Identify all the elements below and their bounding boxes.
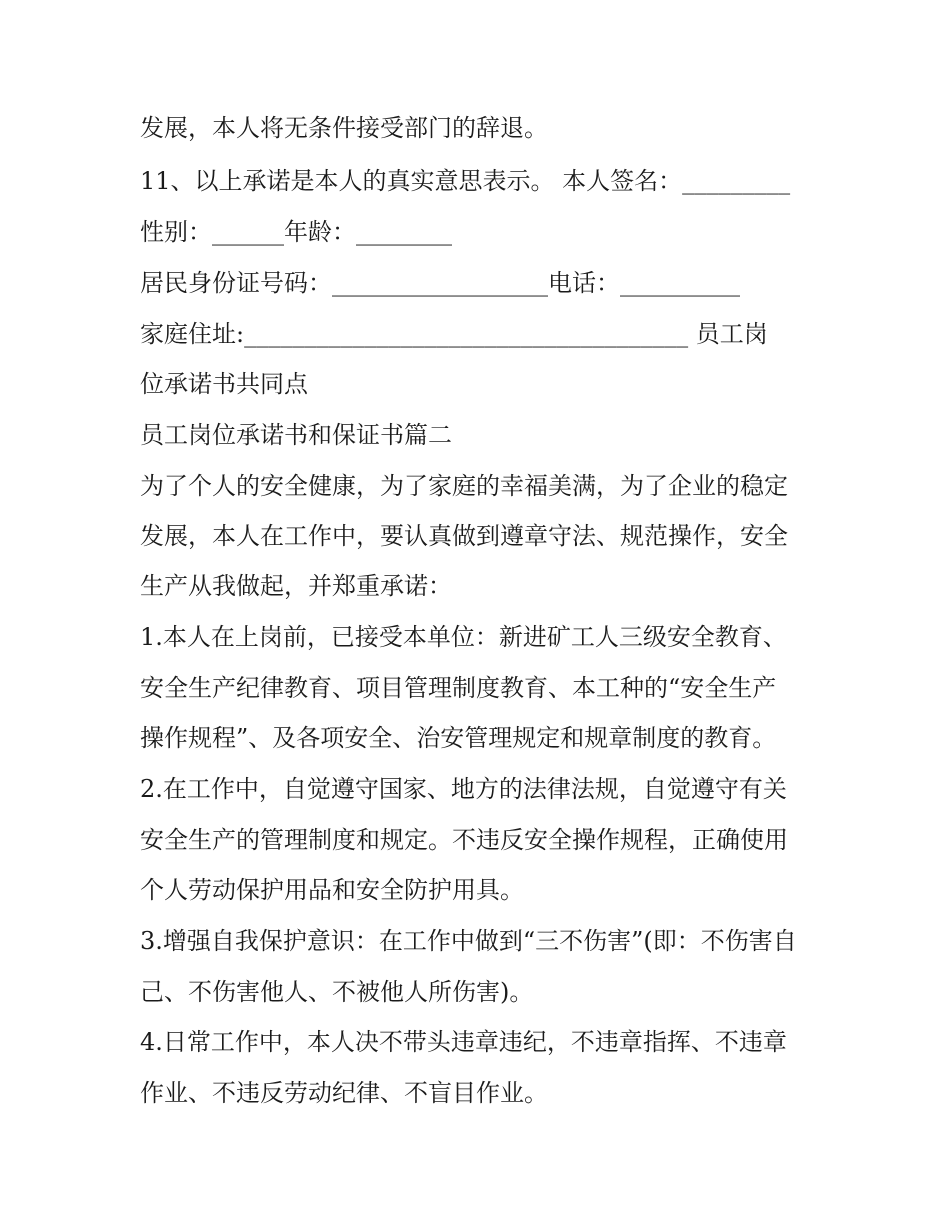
section-heading: 员工岗位承诺书和保证书篇二 — [140, 421, 452, 449]
text-line: 个人劳动保护用品和安全防护用具。 — [140, 876, 524, 904]
text-line: 居民身份证号码：__________________电话：__________ — [140, 269, 740, 297]
text-line: 11、以上承诺是本人的真实意思表示。 本人签名：_________ — [140, 167, 791, 195]
text-line: 生产从我做起，并郑重承诺： — [140, 572, 452, 600]
text-line: 为了个人的安全健康，为了家庭的幸福美满，为了企业的稳定 — [140, 472, 788, 500]
text-line: 发展，本人在工作中，要认真做到遵章守法、规范操作，安全 — [140, 522, 788, 550]
text-line: 3.增强自我保护意识：在工作中做到“三不伤害”(即：不伤害自 — [140, 927, 797, 955]
text-line: 安全生产纪律教育、项目管理制度教育、本工种的“安全生产 — [140, 674, 777, 702]
text-line: 4.日常工作中，本人决不带头违章违纪，不违章指挥、不违章 — [140, 1028, 787, 1056]
text-line: 发展，本人将无条件接受部门的辞退。 — [140, 114, 548, 142]
text-line: 己、不伤害他人、不被他人所伤害)。 — [140, 978, 534, 1006]
text-line: 1.本人在上岗前，已接受本单位：新进矿工人三级安全教育、 — [140, 623, 787, 651]
text-line: 2.在工作中，自觉遵守国家、地方的法律法规，自觉遵守有关 — [140, 775, 787, 803]
text-line: 安全生产的管理制度和规定。不违反安全操作规程，正确使用 — [140, 826, 788, 854]
text-line: 家庭住址:_____________________________________ 员工岗 — [140, 320, 768, 348]
text-line: 作业、不违反劳动纪律、不盲目作业。 — [140, 1079, 548, 1107]
text-line: 性别：______年龄：________ — [140, 218, 452, 246]
text-line: 操作规程”、及各项安全、治安管理规定和规章制度的教育。 — [140, 724, 777, 752]
text-line: 位承诺书共同点 — [140, 370, 308, 398]
